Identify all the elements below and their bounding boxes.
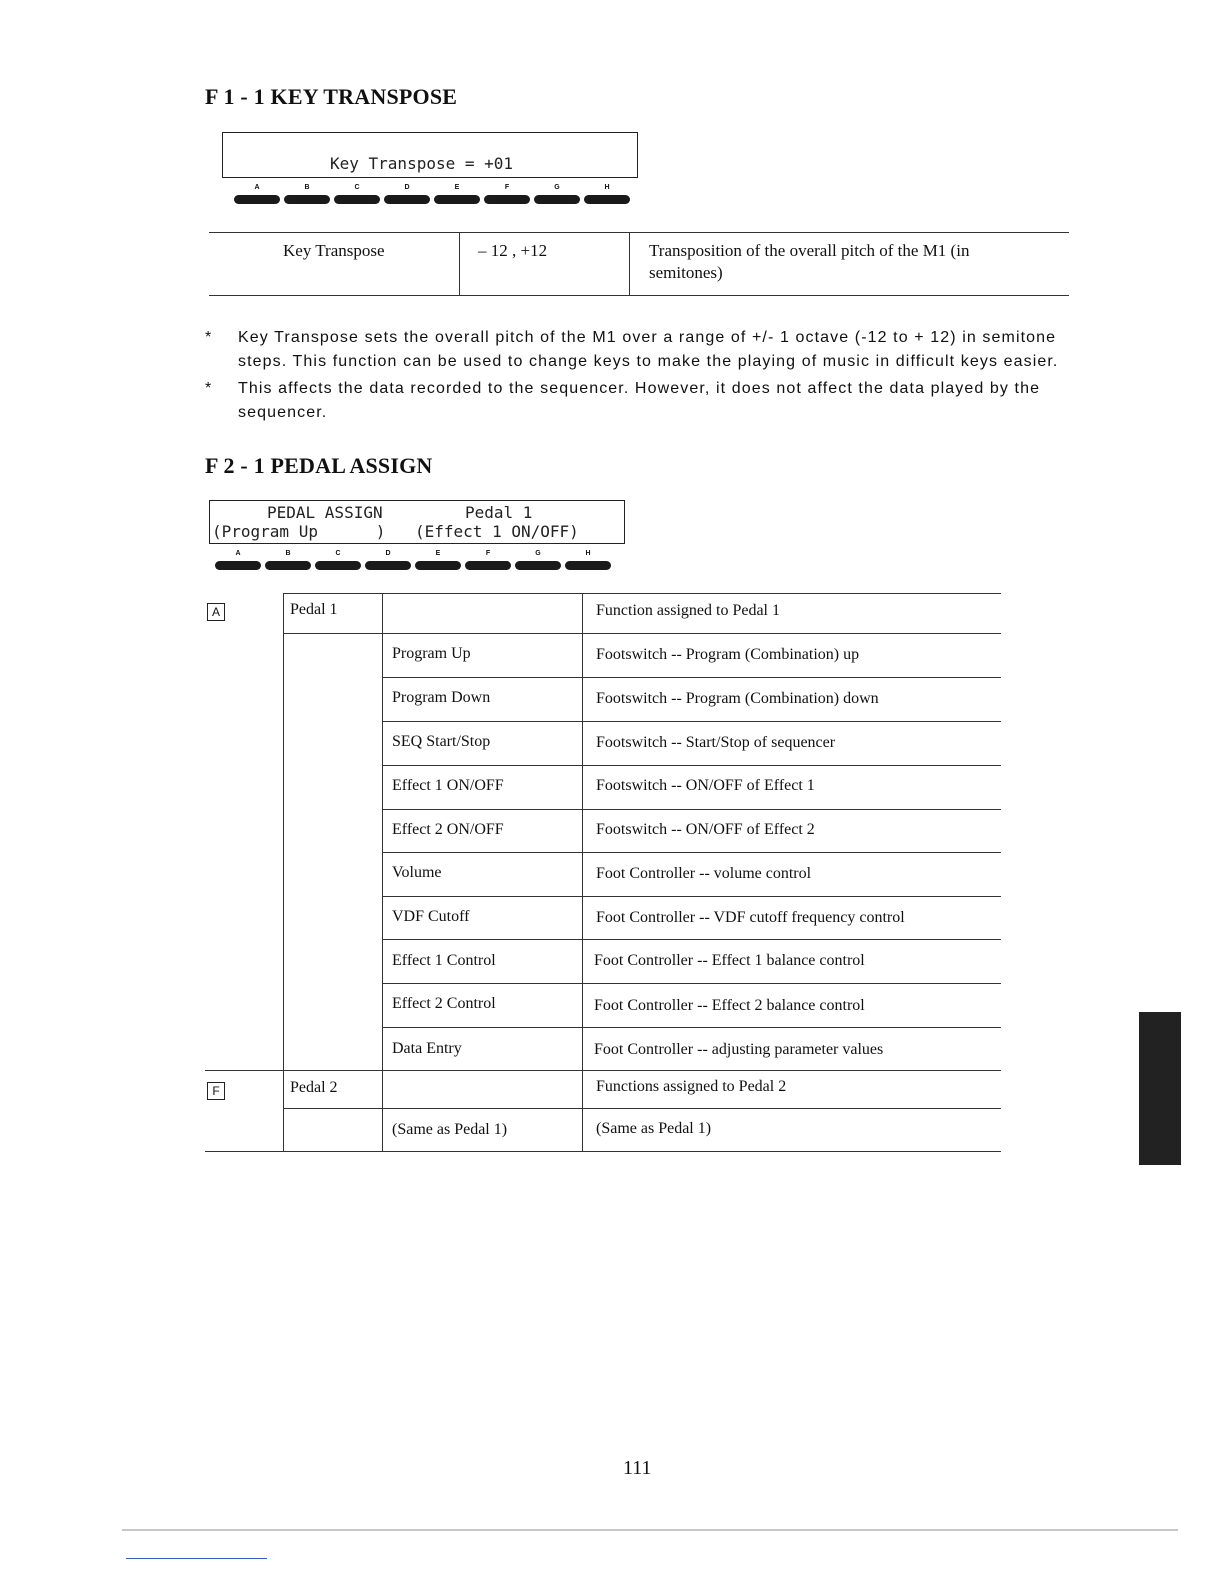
soft-key-e[interactable]: E (415, 550, 461, 574)
option-desc: (Same as Pedal 1) (596, 1120, 712, 1137)
table-rule (383, 721, 1001, 722)
option-desc: Foot Controller -- Effect 1 balance control (594, 952, 865, 969)
table-divider (582, 593, 583, 1151)
param-name: Key Transpose (283, 241, 385, 260)
table-rule (205, 1070, 1001, 1071)
soft-key-d[interactable]: D (384, 184, 430, 208)
option-desc: Footswitch -- Program (Combination) up (596, 646, 860, 663)
lcd-text: (Program Up ) (212, 522, 386, 541)
soft-key-c[interactable]: C (334, 184, 380, 208)
footer-link-rule (126, 1558, 267, 1559)
table-rule-top (209, 232, 1069, 233)
key-label-a: A (207, 603, 225, 621)
soft-key-g[interactable]: G (534, 184, 580, 208)
option-desc: Footswitch -- ON/OFF of Effect 2 (596, 821, 815, 838)
table-divider (459, 232, 460, 295)
option-name: Volume (392, 864, 442, 881)
table-rule (283, 593, 1001, 594)
option-desc: Foot Controller -- VDF cutoff frequency control (596, 909, 905, 926)
option-name: Data Entry (392, 1040, 462, 1057)
table-rule (283, 633, 1001, 634)
table-rule (383, 677, 1001, 678)
table-rule (205, 1151, 1001, 1152)
table-divider (382, 593, 383, 1151)
soft-key-d[interactable]: D (365, 550, 411, 574)
table-rule (383, 1027, 1001, 1028)
option-name: Effect 2 Control (392, 995, 496, 1012)
table-rule (383, 765, 1001, 766)
table-rule (383, 896, 1001, 897)
soft-key-b[interactable]: B (284, 184, 330, 208)
chapter-tab-marker (1139, 1012, 1181, 1165)
option-desc: Foot Controller -- volume control (596, 865, 812, 882)
pedal-name: Pedal 2 (290, 1079, 338, 1096)
soft-key-b[interactable]: B (265, 550, 311, 574)
param-range: – 12 , +12 (478, 241, 548, 260)
soft-keys-row (215, 550, 615, 574)
option-desc: Footswitch -- ON/OFF of Effect 1 (596, 777, 815, 794)
section-heading-pedal-assign: F 2 - 1 PEDAL ASSIGN (205, 453, 433, 478)
table-rule-bottom (209, 295, 1069, 296)
lcd-text: Pedal 1 (465, 503, 533, 522)
param-description: Transposition of the overall pitch of the M1 (in (649, 241, 970, 260)
option-name: (Same as Pedal 1) (392, 1121, 508, 1138)
soft-key-a[interactable]: A (234, 184, 280, 208)
soft-key-c[interactable]: C (315, 550, 361, 574)
option-name: Effect 1 ON/OFF (392, 777, 504, 794)
soft-key-f[interactable]: F (465, 550, 511, 574)
section-heading-key-transpose: F 1 - 1 KEY TRANSPOSE (205, 84, 458, 109)
lcd-text: PEDAL ASSIGN (267, 503, 383, 522)
option-desc: Footswitch -- Start/Stop of sequencer (596, 734, 836, 751)
soft-keys-row (234, 184, 634, 208)
table-rule (383, 852, 1001, 853)
page-number: 111 (623, 1457, 652, 1479)
option-name: Program Up (392, 645, 471, 662)
lcd-display-pedal-assign (209, 500, 625, 544)
pedal-function: Function assigned to Pedal 1 (596, 602, 780, 619)
soft-key-h[interactable]: H (565, 550, 611, 574)
lcd-text: Key Transpose = +01 (330, 154, 514, 173)
pedal-name: Pedal 1 (290, 601, 338, 618)
footer-rule (122, 1529, 1178, 1531)
option-name: VDF Cutoff (392, 908, 470, 925)
option-desc: Foot Controller -- Effect 2 balance control (594, 997, 865, 1014)
lcd-text: (Effect 1 ON/OFF) (415, 522, 579, 541)
table-divider (283, 593, 284, 1151)
table-rule (383, 809, 1001, 810)
soft-key-f[interactable]: F (484, 184, 530, 208)
param-description: semitones) (649, 263, 723, 282)
option-desc: Foot Controller -- adjusting parameter values (594, 1041, 884, 1058)
pedal-function: Functions assigned to Pedal 2 (596, 1078, 787, 1095)
soft-key-a[interactable]: A (215, 550, 261, 574)
soft-key-h[interactable]: H (584, 184, 630, 208)
option-desc: Footswitch -- Program (Combination) down (596, 690, 879, 707)
soft-key-e[interactable]: E (434, 184, 480, 208)
soft-key-g[interactable]: G (515, 550, 561, 574)
table-rule (283, 1108, 1001, 1109)
option-name: Effect 1 Control (392, 952, 496, 969)
key-label-f: F (207, 1082, 225, 1100)
table-rule (383, 983, 1001, 984)
option-name: Program Down (392, 689, 491, 706)
lcd-display-key-transpose (222, 132, 638, 178)
table-rule (383, 939, 1001, 940)
option-name: SEQ Start/Stop (392, 733, 491, 750)
table-divider (629, 232, 630, 295)
option-name: Effect 2 ON/OFF (392, 821, 504, 838)
